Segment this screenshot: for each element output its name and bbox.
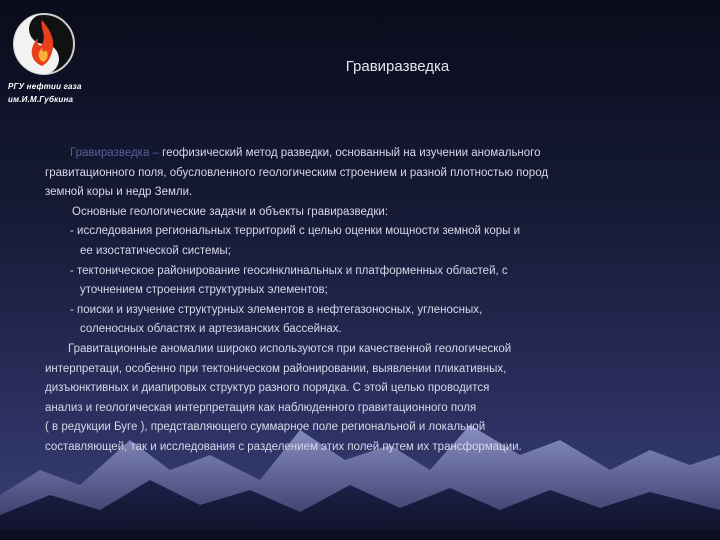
- body-line: ( в редукции Буге ), представляющего суммарное поле региональной и локальной: [45, 421, 486, 434]
- list-item: - поиски и изучение структурных элементов в нефтегазоносных, угленосных,: [70, 303, 483, 316]
- list-item-continuation: соленосных областях и артезианских бассейнах.: [80, 323, 342, 336]
- body-line: гравитационного поля, обусловленного геологическим строением и разной плотностью пород: [45, 166, 549, 179]
- body-line: дизъюнктивных и диапировых структур разного порядка. С этой целью проводится: [45, 382, 490, 395]
- body-line: [45, 144, 685, 164]
- definition-term: Гравиразведка –: [70, 147, 159, 159]
- slide-title: Гравиразведка: [345, 58, 450, 75]
- list-item-continuation: уточнением строения структурных элементов;: [80, 284, 328, 297]
- body-line: земной коры и недр Земли.: [45, 186, 193, 199]
- body-line: анализ и геологическая интерпретация как наблюденного гравитационного поля: [45, 401, 477, 414]
- list-item: - исследования региональных территорий с целью оценки мощности земной коры и: [70, 225, 520, 238]
- body-line: интерпретаци, особенно при тектоническом районировании, выявлении пликативных,: [45, 362, 507, 375]
- slide-body: [45, 144, 685, 458]
- list-item: - тектоническое районирование геосинклинальных и платформенных областей, с: [70, 264, 508, 277]
- organization-name: РГУ нефтии газа: [8, 82, 82, 91]
- list-item-continuation: ее изостатической системы;: [80, 244, 231, 257]
- body-line: Основные геологические задачи и объекты гравиразведки:: [72, 205, 389, 218]
- organization-name-subtitle: им.И.М.Губкина: [8, 95, 74, 104]
- body-line: Гравитационные аномалии широко используются при качественной геологической: [68, 342, 512, 355]
- body-line: составляющей, так и исследования с разделением этих полей путем их трансформации.: [45, 440, 522, 453]
- definition-text: геофизический метод разведки, основанный на изучении аномального: [158, 147, 541, 159]
